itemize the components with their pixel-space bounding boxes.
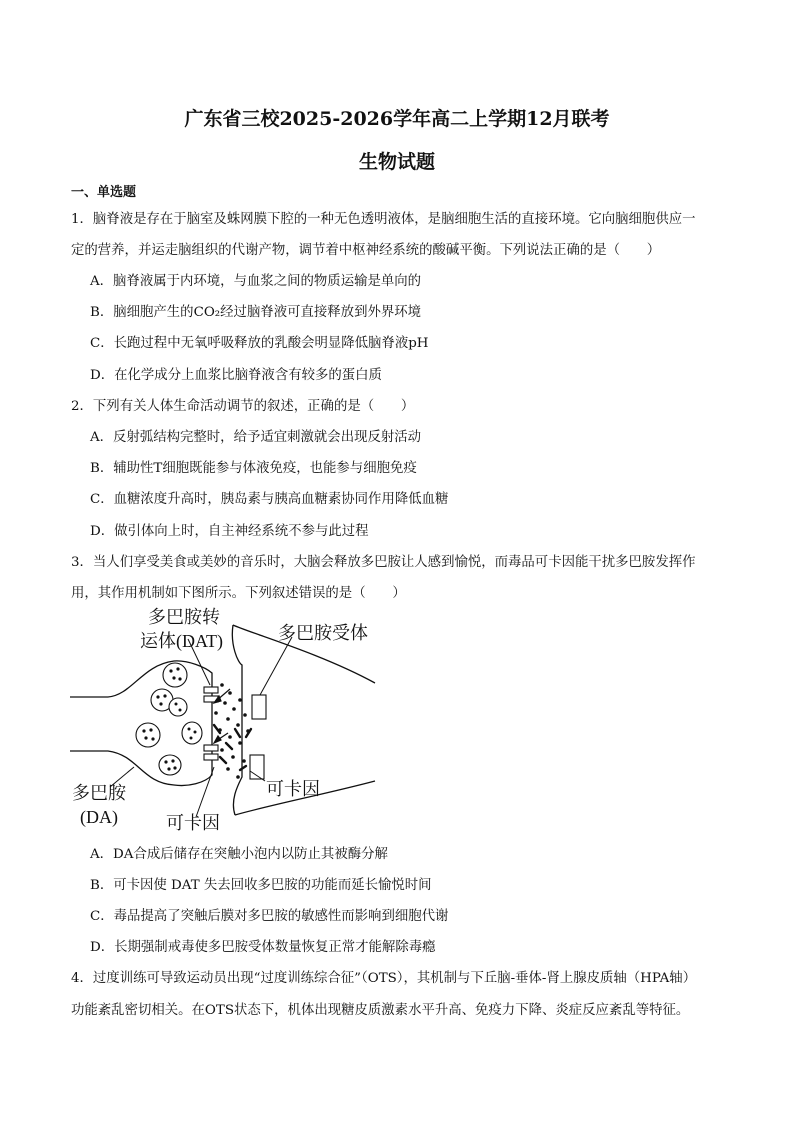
- synaptic-vesicles: [136, 663, 202, 775]
- q2-stem-line-1: 2．下列有关人体生命活动调节的叙述，正确的是（ ）: [71, 399, 415, 414]
- receptor-leader: [260, 637, 292, 695]
- q1-option-d: D．在化学成分上血浆比脑脊液含有较多的蛋白质: [90, 368, 382, 383]
- q1-option-b: B．脑细胞产生的CO₂经过脑脊液可直接释放到外界环境: [90, 305, 422, 320]
- dat-label-line-2: 运体(DAT): [140, 631, 223, 651]
- da-label-line-1: 多巴胺: [72, 783, 126, 803]
- cocaine-label-bottom: 可卡因: [166, 813, 220, 833]
- vesicle: [169, 698, 187, 716]
- q3-option-a: A．DA合成后储存在突触小泡内以防止其被酶分解: [90, 847, 388, 862]
- section-heading: 一、单选题: [71, 185, 137, 200]
- vesicle: [182, 722, 202, 744]
- cocaine-molecules: [214, 725, 251, 770]
- dopamine-receptor: [252, 695, 266, 719]
- q1-stem-line-1: 1．脑脊液是存在于脑室及蛛网膜下腔的一种无色透明液体，是脑细胞生活的直接环境。它向脑细胞供应一: [71, 212, 696, 227]
- q3-stem-line-2: 用，其作用机制如下图所示。下列叙述错误的是（ ）: [71, 586, 406, 601]
- da-label-line-2: (DA): [80, 807, 118, 827]
- q4-stem-line-1: 4．过度训练可导致运动员出现“过度训练综合征”（OTS），其机制与下丘脑-垂体-肾上腺皮质轴（HPA轴）: [71, 971, 697, 986]
- q2-option-d: D．做引体向上时，自主神经系统不参与此过程: [90, 524, 369, 539]
- cocaine-bottom-leader: [196, 767, 214, 817]
- q2-option-c: C．血糖浓度升高时，胰岛素与胰高血糖素协同作用降低血糖: [90, 492, 449, 507]
- q3-option-d: D．长期强制戒毒使多巴胺受体数量恢复正常才能解除毒瘾: [90, 940, 436, 955]
- synapse-diagram: [70, 605, 390, 835]
- q2-option-b: B．辅助性T细胞既能参与体液免疫，也能参与细胞免疫: [90, 461, 417, 476]
- exam-subtitle: 生物试题: [358, 151, 435, 173]
- vesicle: [136, 723, 160, 747]
- receptor-label: 多巴胺受体: [278, 623, 368, 643]
- cocaine-label-right: 可卡因: [266, 779, 320, 799]
- q3-option-b: B．可卡因使 DAT 失去回收多巴胺的功能而延长愉悦时间: [90, 878, 432, 893]
- q3-option-c: C．毒品提高了突触后膜对多巴胺的敏感性而影响到细胞代谢: [90, 909, 449, 924]
- q2-option-a: A．反射弧结构完整时，给予适宜刺激就会出现反射活动: [90, 430, 422, 445]
- dat-transporter: [204, 754, 218, 760]
- dat-transporter: [204, 687, 218, 693]
- q1-stem-line-2: 定的营养，并运走脑组织的代谢产物，调节着中枢神经系统的酸碱平衡。下列说法正确的是（ ）: [71, 243, 661, 258]
- q3-stem-line-1: 3．当人们享受美食或美妙的音乐时，大脑会释放多巴胺让人感到愉悦，而毒品可卡因能干扰多巴胺发挥作: [71, 555, 696, 570]
- q1-option-a: A．脑脊液属于内环境，与血浆之间的物质运输是单向的: [90, 274, 422, 289]
- dat-transporter: [204, 745, 218, 751]
- vesicle: [163, 663, 187, 687]
- postsynaptic-membrane: [232, 625, 242, 815]
- q4-stem-line-2: 功能紊乱密切相关。在OTS状态下，机体出现糖皮质激素水平升高、免疫力下降、炎症反应紊乱等特征。: [71, 1003, 690, 1018]
- exam-title: 广东省三校2025-2026学年高二上学期12月联考: [184, 108, 610, 130]
- dat-label-line-1: 多巴胺转: [148, 607, 220, 627]
- vesicle: [159, 755, 181, 775]
- q1-option-c: C．长跑过程中无氧呼吸释放的乳酸会明显降低脑脊液pH: [90, 336, 429, 351]
